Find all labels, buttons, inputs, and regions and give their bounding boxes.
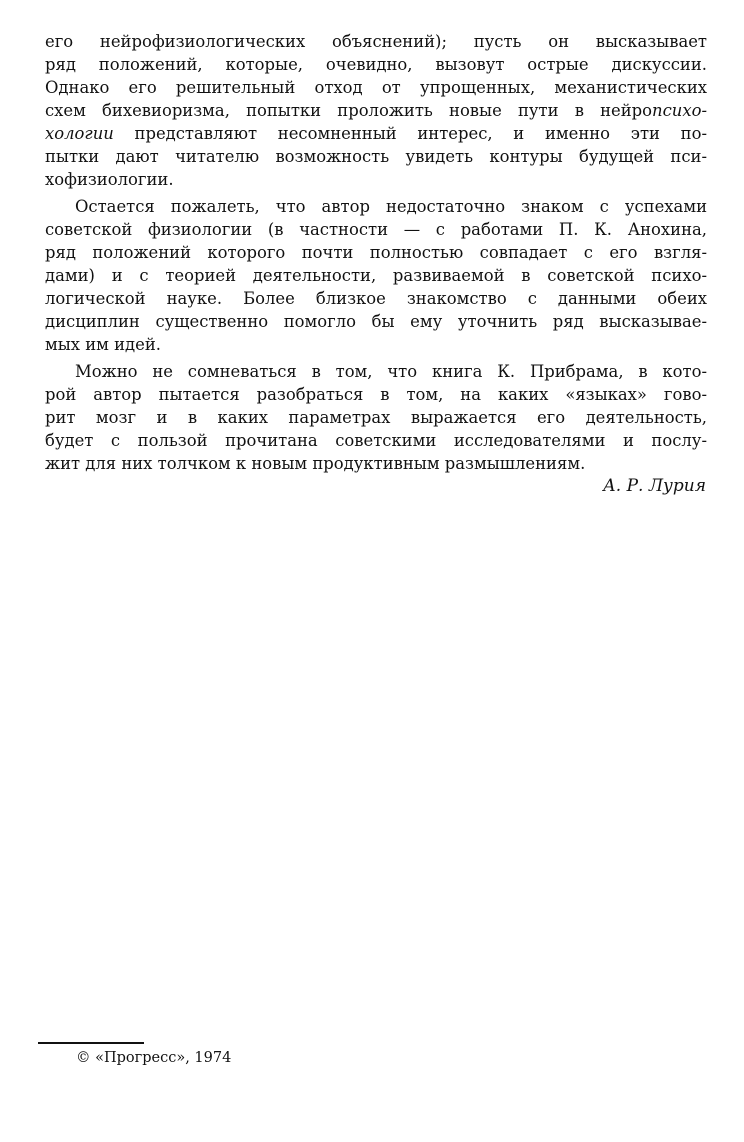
italic-fragment: психо- (652, 101, 707, 120)
footnote-rule (38, 1042, 144, 1044)
text-line: его нейрофизиологических объяснений); пусть он высказывает (45, 32, 707, 51)
text-line: логической науке. Более близкое знакомство с данными обеих (45, 289, 707, 308)
text-line-with-italic (45, 99, 707, 122)
paragraph-2 (45, 195, 707, 356)
text-line: рой автор пытается разобраться в том, на каких «языках» гово- (45, 385, 707, 404)
text-line: ряд положений, которые, очевидно, вызовут острые дискуссии. (45, 55, 707, 74)
text-line: советской физиологии (в частности — с работами П. К. Анохина, (45, 220, 707, 239)
text-line: Можно не сомневаться в том, что книга К. Прибрама, в кото- (75, 362, 707, 381)
paragraph-1 (45, 30, 707, 191)
text-line: будет с пользой прочитана советскими исследователями и послу- (45, 431, 707, 450)
author-signature: А. Р. Лурия (602, 476, 706, 496)
text-fragment: схем бихевиоризма, попытки проложить новые пути в нейро (45, 101, 653, 120)
text-line: мых им идей. (45, 335, 161, 354)
copyright-notice: © «Прогресс», 1974 (76, 1050, 232, 1066)
text-line-with-italic (45, 122, 707, 145)
text-line: рит мозг и в каких параметрах выражается его деятельность, (45, 408, 707, 427)
paragraph-3 (45, 360, 707, 475)
text-line: дами) и с теорией деятельности, развиваемой в советской психо- (45, 266, 707, 285)
text-line: пытки дают читателю возможность увидеть контуры будущей пси- (45, 147, 707, 166)
text-line: жит для них толчком к новым продуктивным размышлениям. (45, 454, 586, 473)
text-fragment: представляют несомненный интерес, и именно эти по- (113, 124, 707, 143)
text-line: Однако его решительный отход от упрощенных, механистических (45, 78, 707, 97)
text-line: дисциплин существенно помогло бы ему уточнить ряд высказывае- (45, 312, 707, 331)
italic-fragment: хологии (45, 124, 114, 143)
main-text (45, 30, 707, 475)
text-line: ряд положений которого почти полностью совпадает с его взгля- (45, 243, 707, 262)
text-line: хофизиологии. (45, 170, 174, 189)
text-line: Остается пожалеть, что автор недостаточно знаком с успехами (75, 197, 707, 216)
